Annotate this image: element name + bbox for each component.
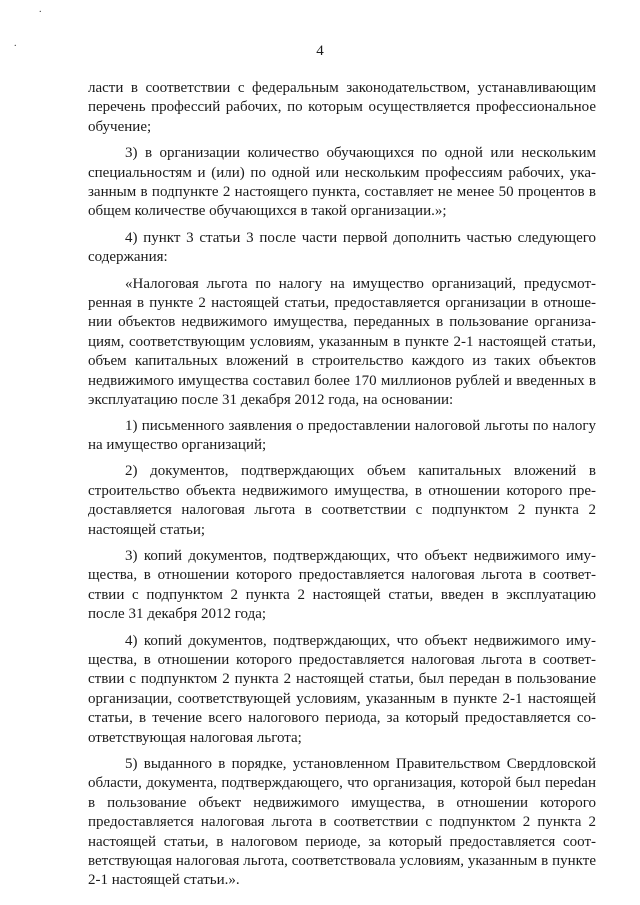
document-body (88, 79, 596, 898)
paragraph-subitem-4: 4) копий документов, подтверждающих, что объект недвижимого имущества, в отношении которого предоставляется налоговая льгота в соответствии с подпунктом 2 пункта 2 настоящей статьи, был передан в пользование организации, соответствующей условиям, указанным в пункте 2-1 настоящей статьи, в течение всего налогового периода, за который предоставляется соответствующая налоговая льгота; (88, 632, 596, 746)
paragraph-subitem-2: 2) документов, подтверждающих объем капитальных вложений в строительство объекта недвижимого имущества, в отношении которого предоставляется налоговая льгота в соответствии с подпунктом 2 пункта 2 настоящей статьи; (88, 463, 596, 538)
paragraph-item-4: 4) пункт 3 статьи 3 после части первой дополнить частью следующего содержания: (88, 229, 596, 266)
paragraph-continuation: ласти в соответствии с федеральным законодательством, устанавливающим перечень профессий рабочих, по которым осуществляется профессиональное обучение; (88, 80, 596, 135)
paragraph-quote: «Налоговая льгота по налогу на имущество организаций, предусмотренная в пункте 2 настоящей статьи, предоставляется организации в отношении объектов недвижимого имущества, переданных в пользование организациям, соответствующим условиям, указанным в пункте 2-1 настоящей статьи, объем капитальных вложений в строительство каждого из таких объектов недвижимого имущества составил более 170 миллионов рублей и введенных в эксплуатацию после 31 декабря 2012 года, на основании: (88, 275, 596, 409)
paragraph-subitem-5: 5) выданного в порядке, установленном Правительством Свердловской области, документа, подтверждающего, что организация, которой был переdан в пользование объект недвижимого имущества, в отношении которого предоставляется налоговая льгота в соответствии с подпунктом 2 пункта 2 настоящей статьи, в налоговом периоде, за который предоставляется соответствующая налоговая льгота, соответствовала условиям, указанным в пункте 2-1 настоящей статьи.». (88, 756, 596, 889)
paragraph-subitem-1: 1) письменного заявления о предоставлении налоговой льготы по налогу на имущество организаций; (88, 417, 596, 453)
paragraph-item-3: 3) в организации количество обучающихся по одной или нескольким специальностям и (или) по одной или нескольким профессиям рабочих, указанным в подпункте 2 настоящего пункта, составляет не менее 50 процентов в общем количестве обучающихся в такой организации.»; (88, 145, 596, 220)
scan-mark: . (39, 4, 42, 15)
paragraph-subitem-3: 3) копий документов, подтверждающих, что объект недвижимого имущества, в отношении которого предоставляется налоговая льгота в соответствии с подпунктом 2 пункта 2 настоящей статьи, введен в эксплуатацию после 31 декабря 2012 года; (88, 547, 596, 623)
page-number: 4 (316, 43, 324, 59)
scan-mark: . (14, 38, 17, 49)
